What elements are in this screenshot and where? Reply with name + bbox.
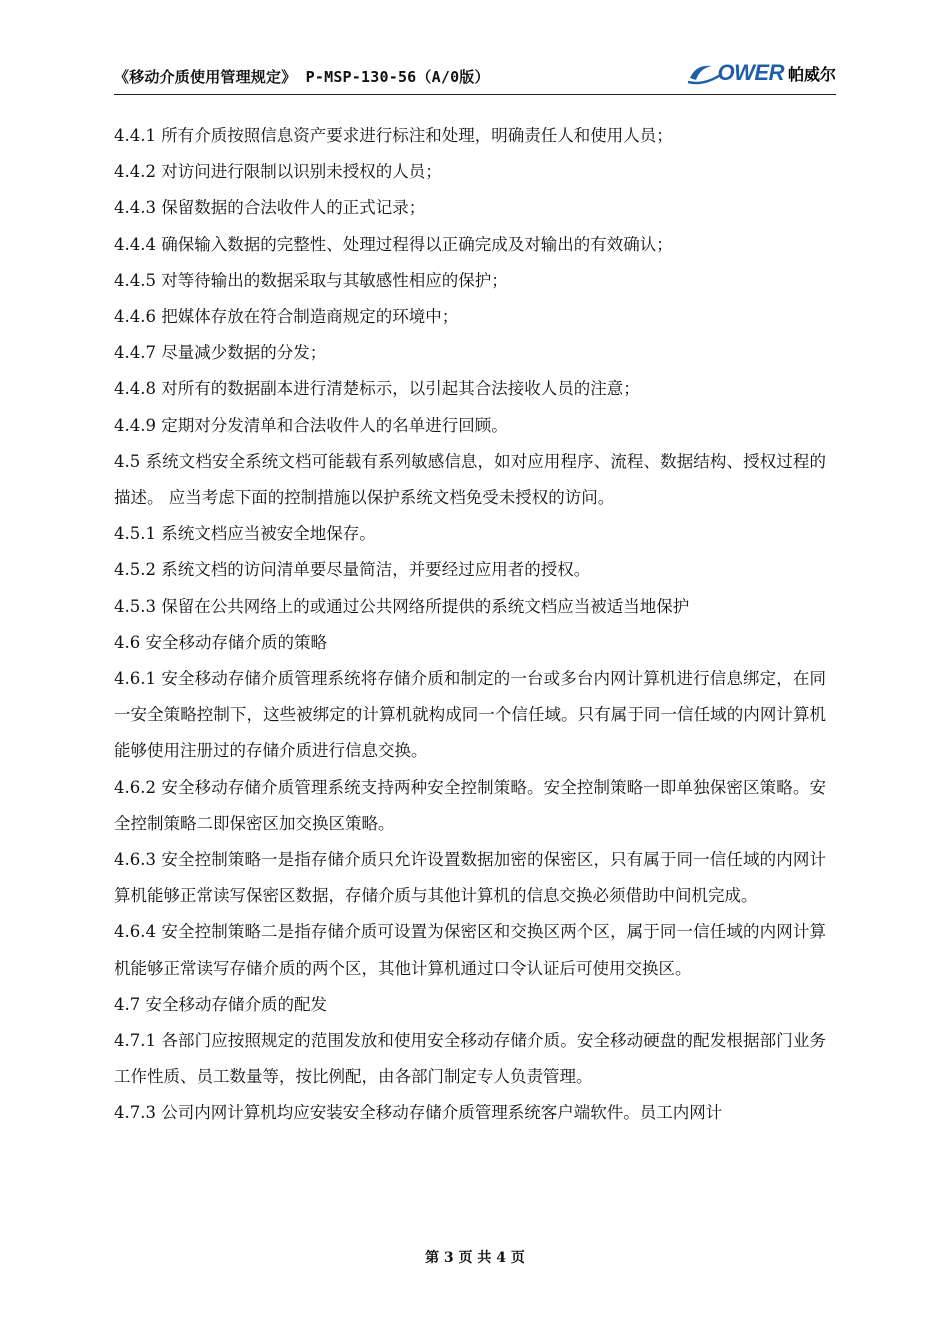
paragraph: 4.4.6 把媒体存放在符合制造商规定的环境中； <box>114 307 459 327</box>
paragraph: 4.4.5 对等待输出的数据采取与其敏感性相应的保护； <box>114 270 508 290</box>
paragraph: 4.4.4 确保输入数据的完整性、处理过程得以正确完成及对输出的有效确认； <box>114 234 673 254</box>
page-number: 第 3 页 共 4 页 <box>425 1250 525 1266</box>
section-heading: 4.7 安全移动存储介质的配发 <box>114 994 327 1014</box>
logo-swoosh-icon <box>686 60 726 88</box>
logo-chinese-name: 帕威尔 <box>787 64 836 84</box>
document-body <box>114 118 826 1132</box>
paragraph: 4.6.2 安全移动存储介质管理系统支持两种安全控制策略。安全控制策略一即单独保密区策略。安全控制策略二即保密区加交换区策略。 <box>114 777 826 833</box>
paragraph: 4.7.3 公司内网计算机均应安装安全移动存储介质管理系统客户端软件。员工内网计 <box>114 1103 723 1123</box>
paragraph: 4.6.1 安全移动存储介质管理系统将存储介质和制定的一台或多台内网计算机进行信息绑定，在同一安全策略控制下，这些被绑定的计算机就构成同一个信任域。只有属于同一信任域的内网计算机能够使用注册过的存储介质进行信息交换。 <box>114 669 826 761</box>
company-logo <box>692 58 836 88</box>
paragraph: 4.4.9 定期对分发清单和合法收件人的名单进行回顾。 <box>114 415 508 435</box>
paragraph: 4.4.3 保留数据的合法收件人的正式记录； <box>114 198 426 218</box>
document-title: 《移动介质使用管理规定》 P-MSP-130-56（A/0版） <box>114 68 490 86</box>
header-divider <box>114 94 836 95</box>
paragraph: 4.6.3 安全控制策略一是指存储介质只允许设置数据加密的保密区，只有属于同一信任域的内网计算机能够正常读写保密区数据，存储介质与其他计算机的信息交换必须借助中间机完成。 <box>114 850 826 906</box>
paragraph: 4.7.1 各部门应按照规定的范围发放和使用安全移动存储介质。安全移动硬盘的配发根据部门业务工作性质、员工数量等，按比例配，由各部门制定专人负责管理。 <box>114 1031 826 1087</box>
paragraph: 4.4.8 对所有的数据副本进行清楚标示，以引起其合法接收人员的注意； <box>114 379 640 399</box>
paragraph: 4.4.1 所有介质按照信息资产要求进行标注和处理，明确责任人和使用人员； <box>114 126 673 145</box>
paragraph: 4.5 系统文档安全系统文档可能载有系列敏感信息，如对应用程序、流程、数据结构、授权过程的描述。 应当考虑下面的控制措施以保护系统文档免受未授权的访问。 <box>114 451 826 508</box>
page-header <box>114 60 836 96</box>
paragraph: 4.4.7 尽量减少数据的分发； <box>114 343 327 363</box>
logo-wordmark: OWER <box>717 60 784 85</box>
paragraph: 4.5.1 系统文档应当被安全地保存。 <box>114 524 376 544</box>
paragraph: 4.4.2 对访问进行限制以识别未授权的人员； <box>114 162 442 182</box>
section-heading: 4.6 安全移动存储介质的策略 <box>114 632 327 652</box>
paragraph: 4.5.2 系统文档的访问清单要尽量简洁，并要经过应用者的授权。 <box>114 560 591 580</box>
paragraph: 4.5.3 保留在公共网络上的或通过公共网络所提供的系统文档应当被适当地保护 <box>114 596 690 616</box>
paragraph: 4.6.4 安全控制策略二是指存储介质可设置为保密区和交换区两个区，属于同一信任域的内网计算机能够正常读写存储介质的两个区，其他计算机通过口令认证后可使用交换区。 <box>114 922 826 978</box>
